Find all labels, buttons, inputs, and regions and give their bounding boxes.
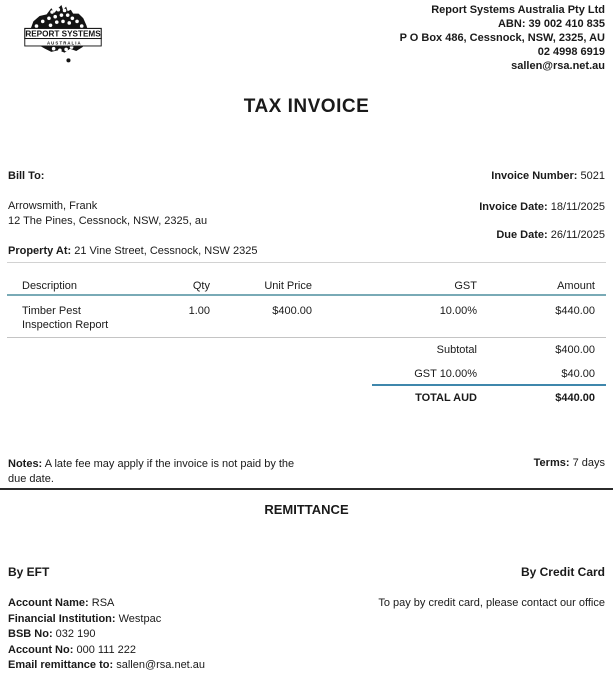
total-value: $440.00 <box>555 392 595 404</box>
row-qty: 1.00 <box>188 305 210 317</box>
company-logo <box>24 4 102 70</box>
subtotal-value: $400.00 <box>555 344 595 356</box>
invoice-number-value: 5021 <box>580 170 605 182</box>
invoice-number-label: Invoice Number: <box>491 170 578 182</box>
subtotal-label: Subtotal <box>436 344 477 356</box>
company-phone: 02 4998 6919 <box>537 46 605 58</box>
company-email: sallen@rsa.net.au <box>511 60 605 72</box>
eft-account-no-label: Account No: <box>8 643 74 656</box>
col-header-qty: Qty <box>192 280 210 292</box>
eft-bsb-line <box>8 627 205 643</box>
company-address: P O Box 486, Cessnock, NSW, 2325, AU <box>399 32 605 44</box>
tasmania-dot <box>66 58 70 62</box>
terms-label: Terms: <box>533 457 570 469</box>
col-header-description: Description <box>22 280 78 292</box>
eft-bsb-value: 032 190 <box>55 628 96 640</box>
terms-line <box>534 457 605 469</box>
notes-text: A late fee may apply if the invoice is not paid by the due date. <box>8 458 295 485</box>
invoice-number-line <box>491 170 605 182</box>
australia-map-icon <box>24 4 102 70</box>
total-rule <box>372 384 606 386</box>
bill-to-address: 12 The Pines, Cessnock, NSW, 2325, au <box>8 215 208 227</box>
eft-details <box>8 596 205 674</box>
by-eft-title: By EFT <box>8 565 50 579</box>
company-name: Report Systems Australia Pty Ltd <box>431 4 605 16</box>
invoice-date-label: Invoice Date: <box>479 201 548 213</box>
row-amount: $440.00 <box>555 305 595 317</box>
eft-email-remittance-label: Email remittance to: <box>8 659 114 671</box>
eft-account-no-value: 000 111 222 <box>76 643 136 656</box>
company-abn: ABN: 39 002 410 835 <box>497 18 605 30</box>
notes-line <box>8 457 298 487</box>
invoice-date-value: 18/11/2025 <box>550 201 605 213</box>
remittance-divider <box>0 488 613 490</box>
eft-account-name-line <box>8 596 205 612</box>
by-credit-card-title: By Credit Card <box>520 565 605 579</box>
credit-card-instructions: To pay by credit card, please contact our office <box>378 597 605 609</box>
remittance-title: REMITTANCE <box>264 502 349 517</box>
eft-financial-institution-value: Westpac <box>118 612 162 625</box>
col-header-amount: Amount <box>557 280 595 292</box>
col-header-unit-price: Unit Price <box>264 280 312 292</box>
eft-email-remittance-value: sallen@rsa.net.au <box>116 659 206 671</box>
eft-email-remittance-line <box>8 658 205 674</box>
eft-account-no-line <box>8 643 205 659</box>
eft-account-name-label: Account Name: <box>8 597 89 609</box>
eft-financial-institution-label: Financial Institution: <box>8 612 116 625</box>
row-description: Timber Pest Inspection Report <box>22 305 109 331</box>
table-row-rule <box>7 337 606 338</box>
bill-to-label: Bill To: <box>8 170 45 182</box>
eft-financial-institution-line <box>8 612 205 628</box>
property-at-label: Property At: <box>8 245 72 257</box>
bill-to-name: Arrowsmith, Frank <box>8 200 98 212</box>
due-date-value: 26/11/2025 <box>550 229 605 241</box>
company-details <box>400 3 605 73</box>
table-top-rule <box>7 262 606 263</box>
row-unit-price: $400.00 <box>272 305 312 317</box>
due-date-label: Due Date: <box>496 229 548 241</box>
eft-account-name-value: RSA <box>91 597 115 609</box>
property-at-line <box>8 245 257 257</box>
total-label: TOTAL AUD <box>415 392 477 404</box>
terms-value: 7 days <box>572 457 605 469</box>
notes-label: Notes: <box>8 458 43 470</box>
due-date-line <box>496 229 605 241</box>
page-title: TAX INVOICE <box>243 96 370 117</box>
col-header-gst: GST <box>454 280 477 292</box>
eft-bsb-label: BSB No: <box>8 628 53 640</box>
table-header-rule <box>7 294 606 296</box>
invoice-date-line <box>479 201 605 213</box>
gst-label: GST 10.00% <box>414 368 477 380</box>
logo-banner-text: REPORT SYSTEMS <box>25 29 101 39</box>
gst-value: $40.00 <box>561 368 595 380</box>
row-gst: 10.00% <box>439 305 477 317</box>
logo-subbanner-text: A U S T R A L I A <box>47 40 81 46</box>
property-at-value: 21 Vine Street, Cessnock, NSW 2325 <box>74 245 258 257</box>
